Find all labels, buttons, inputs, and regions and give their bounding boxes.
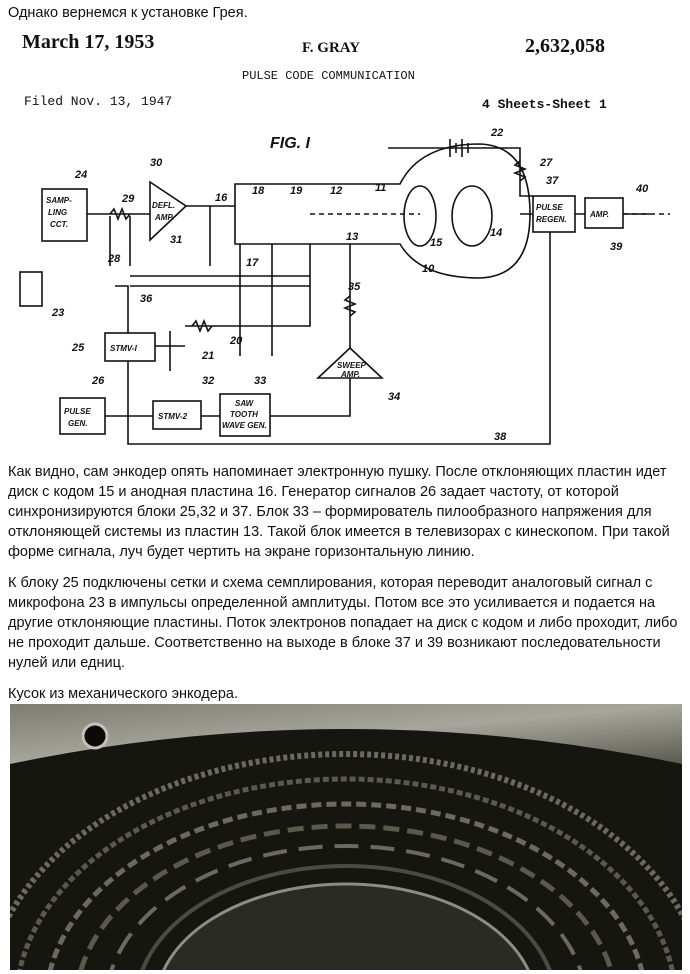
defl-amp-triangle bbox=[150, 182, 186, 240]
patent-inventor: F. GRAY bbox=[302, 40, 361, 56]
ref-39: 39 bbox=[610, 241, 623, 253]
pulse-regen-label-2: REGEN. bbox=[536, 215, 567, 224]
defl-amp-label-1: DEFL. bbox=[152, 201, 176, 210]
pulse-gen-label-2: GEN. bbox=[68, 419, 88, 428]
ref-17: 17 bbox=[246, 257, 259, 269]
patent-number: 2,632,058 bbox=[525, 35, 605, 57]
ref-26: 26 bbox=[92, 375, 105, 387]
saw-tooth-label-1: SAW bbox=[235, 399, 254, 408]
ref-15: 15 bbox=[430, 237, 443, 249]
ref-23: 23 bbox=[52, 307, 65, 319]
patent-date: March 17, 1953 bbox=[22, 31, 155, 53]
patent-filed: Filed Nov. 13, 1947 bbox=[24, 94, 173, 109]
ref-18: 18 bbox=[252, 185, 265, 197]
intro-text: Однако вернемся к установке Грея. bbox=[8, 5, 248, 21]
saw-tooth-label-3: WAVE GEN. bbox=[222, 421, 267, 430]
screw-hole bbox=[83, 724, 107, 748]
ref-19: 19 bbox=[290, 185, 303, 197]
ref-25: 25 bbox=[72, 342, 85, 354]
microphone-block bbox=[20, 272, 42, 306]
sampling-label-3: CCT. bbox=[50, 220, 69, 229]
ref-12: 12 bbox=[330, 185, 343, 197]
ref-32: 32 bbox=[202, 375, 215, 387]
figure-label: FIG. I bbox=[270, 135, 310, 152]
sweep-amp-label-1: SWEEP bbox=[337, 361, 366, 370]
defl-amp-label-2: AMP. bbox=[155, 213, 174, 222]
pulse-gen-block bbox=[60, 398, 105, 434]
ref-36: 36 bbox=[140, 293, 153, 305]
ref-31: 31 bbox=[170, 234, 183, 246]
paragraph-1: Как видно, сам энкодер опять напоминает электронную пушку. После отклоняющих пластин идет диск с кодом 15 и анодная пластина 16. Генератор сигналов 26 задает частоту, от которой синхронизируются блоки 25,32 и 37. Блок 33 – формирователь пилообразного напряжения для отклоняющей системы из пластин 13. Такой блок имеется в телевизорах с кинескопом. При такой форме сигнала, луч будет чертить на экране горизонтальную линию. bbox=[8, 464, 670, 560]
patent-drawing bbox=[10, 26, 682, 456]
ref-24: 24 bbox=[75, 169, 88, 181]
ref-10: 10 bbox=[422, 263, 435, 275]
patent-title: PULSE CODE COMMUNICATION bbox=[242, 69, 415, 83]
sweep-amp-label-2: AMP. bbox=[341, 370, 360, 379]
ref-38: 38 bbox=[494, 431, 507, 443]
ref-20: 20 bbox=[230, 335, 243, 347]
sampling-label-1: SAMP- bbox=[46, 196, 72, 205]
stmv1-label: STMV-I bbox=[110, 344, 137, 353]
pulse-regen-block bbox=[533, 196, 575, 232]
ref-22: 22 bbox=[491, 127, 504, 139]
pulse-gen-label-1: PULSE bbox=[64, 407, 91, 416]
ref-27: 27 bbox=[540, 157, 553, 169]
saw-tooth-label-2: TOOTH bbox=[230, 410, 258, 419]
tube-envelope bbox=[235, 144, 530, 278]
ref-33: 33 bbox=[254, 375, 267, 387]
ref-30: 30 bbox=[150, 157, 163, 169]
ref-11: 11 bbox=[375, 182, 387, 194]
ref-29: 29 bbox=[122, 193, 135, 205]
sampling-label-2: LING bbox=[48, 208, 68, 217]
encoder-photo bbox=[10, 704, 682, 970]
paragraph-2: К блоку 25 подключены сетки и схема семплирования, которая переводит аналоговый сигнал с микрофона 23 в импульсы определенной амплитуды. Потом все это усиливается и подается на другие отклоняющие пластины. Поток электронов попадает на диск с кодом и либо проходит, либо не проходит дальше. Соответственно на выходе в блоке 37 и 39 возникают последовательности нулей или едниц. bbox=[8, 575, 678, 671]
stmv2-label: STMV-2 bbox=[158, 412, 188, 421]
ref-35: 35 bbox=[348, 281, 361, 293]
ref-14: 14 bbox=[490, 227, 503, 239]
pulse-regen-label-1: PULSE bbox=[536, 203, 563, 212]
ref-34: 34 bbox=[388, 391, 401, 403]
ref-37: 37 bbox=[546, 175, 559, 187]
amp-label: AMP. bbox=[590, 210, 609, 219]
anode-plate bbox=[452, 186, 492, 246]
ref-28: 28 bbox=[108, 253, 121, 265]
photo-caption: Кусок из механического энкодера. bbox=[8, 686, 238, 702]
ref-13: 13 bbox=[346, 231, 359, 243]
ref-16: 16 bbox=[215, 192, 228, 204]
ref-21: 21 bbox=[202, 350, 215, 362]
ref-40: 40 bbox=[636, 183, 649, 195]
patent-sheets: 4 Sheets-Sheet 1 bbox=[482, 97, 607, 112]
